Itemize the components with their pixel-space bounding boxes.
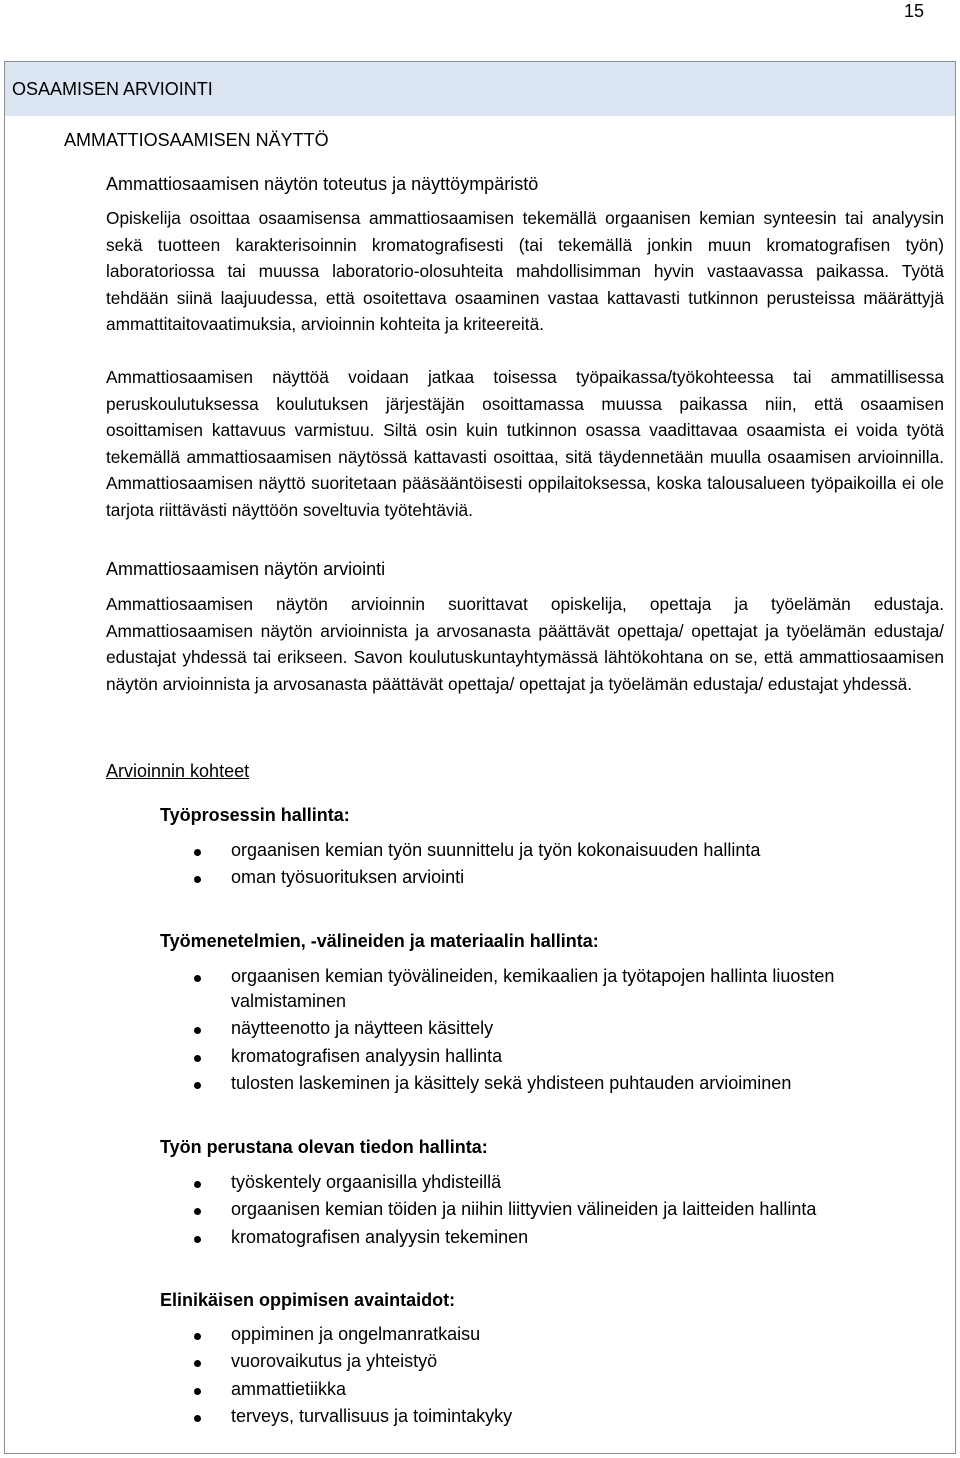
list-item: orgaanisen kemian työvälineiden, kemikaalien ja työtapojen hallinta liuosten valmistaminen bbox=[160, 964, 950, 1016]
bullet-icon bbox=[194, 1027, 201, 1034]
group-heading-lifelong-learning: Elinikäisen oppimisen avaintaidot: bbox=[160, 1290, 456, 1310]
list-item: kromatografisen analyysin hallinta bbox=[160, 1044, 950, 1071]
list-item: ammattietiikka bbox=[160, 1377, 950, 1404]
bullet-icon bbox=[194, 1236, 201, 1243]
list-item: orgaanisen kemian töiden ja niihin liittyvien välineiden ja laitteiden hallinta bbox=[160, 1197, 950, 1224]
list-item: oman työsuorituksen arviointi bbox=[160, 865, 950, 892]
list-item: oppiminen ja ongelmanratkaisu bbox=[160, 1322, 950, 1349]
bullet-list-work-process bbox=[160, 838, 950, 893]
group-heading-methods: Työmenetelmien, -välineiden ja materiaalin hallinta: bbox=[160, 931, 599, 951]
subsection-heading-implementation: Ammattiosaamisen näytön toteutus ja näyttöympäristö bbox=[106, 174, 539, 194]
list-item: tulosten laskeminen ja käsittely sekä yhdisteen puhtauden arvioiminen bbox=[160, 1071, 950, 1098]
subsection-heading-targets: Arvioinnin kohteet bbox=[106, 761, 250, 781]
list-item: orgaanisen kemian työn suunnittelu ja työn kokonaisuuden hallinta bbox=[160, 838, 950, 865]
bullet-icon bbox=[194, 849, 201, 856]
list-item: terveys, turvallisuus ja toimintakyky bbox=[160, 1404, 950, 1431]
bullet-icon bbox=[194, 1055, 201, 1062]
main-title: OSAAMISEN ARVIOINTI bbox=[12, 79, 213, 99]
bullet-icon bbox=[194, 1181, 201, 1188]
bullet-icon bbox=[194, 876, 201, 883]
bullet-icon bbox=[194, 1082, 201, 1089]
list-item: työskentely orgaanisilla yhdisteillä bbox=[160, 1170, 950, 1197]
list-item: näytteenotto ja näytteen käsittely bbox=[160, 1016, 950, 1043]
section-title: AMMATTIOSAAMISEN NÄYTTÖ bbox=[64, 130, 329, 150]
bullet-icon bbox=[194, 1333, 201, 1340]
bullet-icon bbox=[194, 1360, 201, 1367]
subsection-heading-assessment: Ammattiosaamisen näytön arviointi bbox=[106, 559, 386, 579]
bullet-list-methods bbox=[160, 964, 950, 1098]
bullet-icon bbox=[194, 1208, 201, 1215]
bullet-list-lifelong-learning bbox=[160, 1322, 950, 1431]
list-item: vuorovaikutus ja yhteistyö bbox=[160, 1349, 950, 1376]
page-number: 15 bbox=[903, 1, 924, 21]
paragraph-implementation-2: Ammattiosaamisen näyttöä voidaan jatkaa toisessa työpaikassa/työkohteessa tai ammatillisessa peruskoulutuksessa koulutuksen järjestäjän osoittamassa muussa paikassa niin, että osaamisen osoittamisen kattavuus varmistuu. Siltä osin kuin tutkinnon osassa vaadittavaa osaamista ei voida työtä tekemällä ammattiosaamisen näytössä kattavasti osoittaa, sitä täydennetään muulla osaamisen arvioinnilla. Ammattiosaamisen näyttö suoritetaan pääsääntöisesti oppilaitoksessa, koska talousalueen työpaikoilla ei ole tarjota riittävästi näyttöön soveltuvia työtehtäviä. bbox=[106, 367, 944, 520]
paragraph-implementation-1: Opiskelija osoittaa osaamisensa ammattiosaamisen tekemällä orgaanisen kemian synteesin tai analyysin sekä tuotteen karakterisoinnin kromatografisesti (tai tekemällä jonkin muun kromatografisen työn) laboratoriossa tai muussa laboratorio-olosuhteita mahdollisimman hyvin vastaavassa paikassa. Työtä tehdään siinä laajuudessa, että osoitettava osaaminen vastaa kattavasti tutkinnon perusteissa määrättyjä ammattitaitovaatimuksia, arvioinnin kohteita ja kriteereitä. bbox=[106, 208, 944, 334]
bullet-icon bbox=[194, 975, 201, 982]
bullet-icon bbox=[194, 1388, 201, 1395]
group-heading-work-process: Työprosessin hallinta: bbox=[160, 805, 350, 825]
bullet-icon bbox=[194, 1415, 201, 1422]
group-heading-knowledge: Työn perustana olevan tiedon hallinta: bbox=[160, 1137, 488, 1157]
list-item: kromatografisen analyysin tekeminen bbox=[160, 1225, 950, 1252]
bullet-list-knowledge bbox=[160, 1170, 950, 1252]
paragraph-assessment: Ammattiosaamisen näytön arvioinnin suorittavat opiskelija, opettaja ja työelämän edustaja. Ammattiosaamisen näytön arvioinnista ja arvosanasta päättävät opettaja/ opettajat ja työelämän edustaja/ edustajat yhdessä tai erikseen. Savon koulutuskuntayhtymässä lähtökohtana on se, että ammattiosaamisen näytön arvioinnista ja arvosanasta päättävät opettaja/ opettajat ja työelämän edustaja/ edustajat yhdessä. bbox=[106, 594, 944, 694]
